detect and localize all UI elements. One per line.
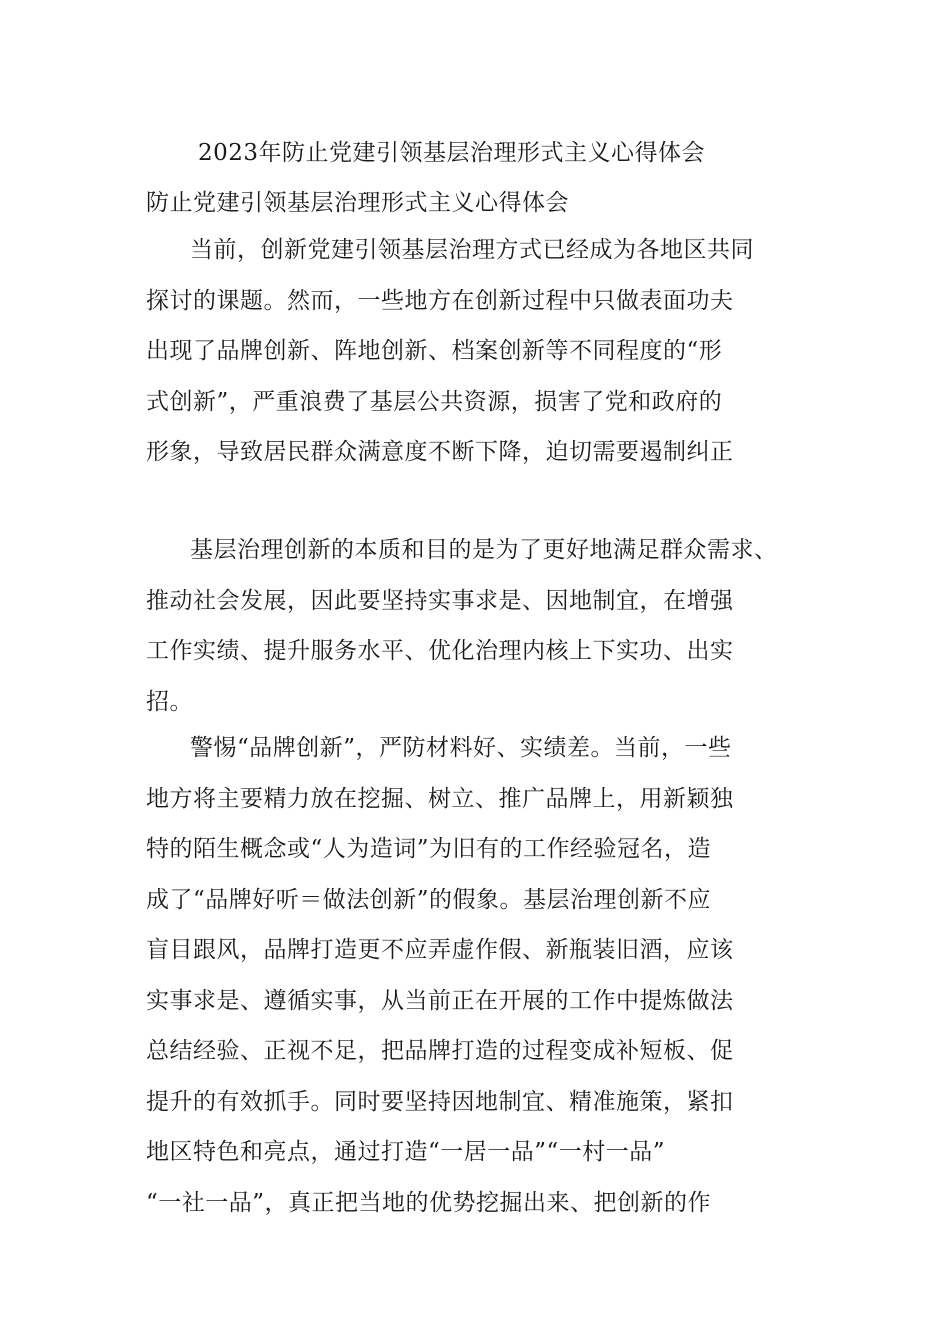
paragraph-line: 推动社会发展，因此要坚持实事求是、因地制宜，在增强 [146,587,734,614]
paragraph-line: 地区特色和亮点，通过打造“一居一品”“一村一品” [146,1139,666,1165]
paragraph-2 [146,525,778,727]
paragraph-line: 基层治理创新的本质和目的是为了更好地满足群众需求、 [190,537,778,563]
paragraph-line: 形象，导致居民群众满意度不断下降，迫切需要遏制纠正 [146,439,734,465]
paragraph-line: 式创新”，严重浪费了基层公共资源，损害了党和政府的 [146,388,723,415]
paragraph-line: 出现了品牌创新、阵地创新、档案创新等不同程度的“形 [146,338,723,364]
paragraph-line: 成了“品牌好听＝做法创新”的假象。基层治理创新不应 [146,886,712,913]
paragraph-line: 特的陌生概念或“人为造词”为旧有的工作经验冠名，造 [146,836,712,862]
paragraph-line: 盲目跟风，品牌打造更不应弄虚作假、新瓶装旧酒，应该 [146,937,734,963]
paragraph-line: 当前，创新党建引领基层治理方式已经成为各地区共同 [190,237,754,263]
paragraph-3 [146,723,734,1228]
paragraph-1 [146,225,754,478]
paragraph-line: 招。 [146,688,193,715]
paragraph-line: 提升的有效抓手。同时要坚持因地制宜、精准施策，紧扣 [146,1088,734,1115]
paragraph-line: 工作实绩、提升服务水平、优化治理内核上下实功、出实 [146,638,734,664]
paragraph-line: “一社一品”，真正把当地的优势挖掘出来、把创新的作 [146,1189,712,1216]
paragraph-line: 探讨的课题。然而，一些地方在创新过程中只做表面功夫 [146,287,734,314]
paragraph-line: 地方将主要精力放在挖掘、树立、推广品牌上，用新颖独 [146,785,734,812]
paragraph-line: 警惕“品牌创新”，严防材料好、实绩差。当前，一些 [190,735,732,761]
paragraph-line: 总结经验、正视不足，把品牌打造的过程变成补短板、促 [146,1038,734,1064]
document-subtitle: 防止党建引领基层治理形式主义心得体会 [146,190,569,216]
paragraph-line: 实事求是、遵循实事，从当前正在开展的工作中提炼做法 [146,987,734,1014]
document-title: 2023年防止党建引领基层治理形式主义心得体会 [198,140,706,166]
